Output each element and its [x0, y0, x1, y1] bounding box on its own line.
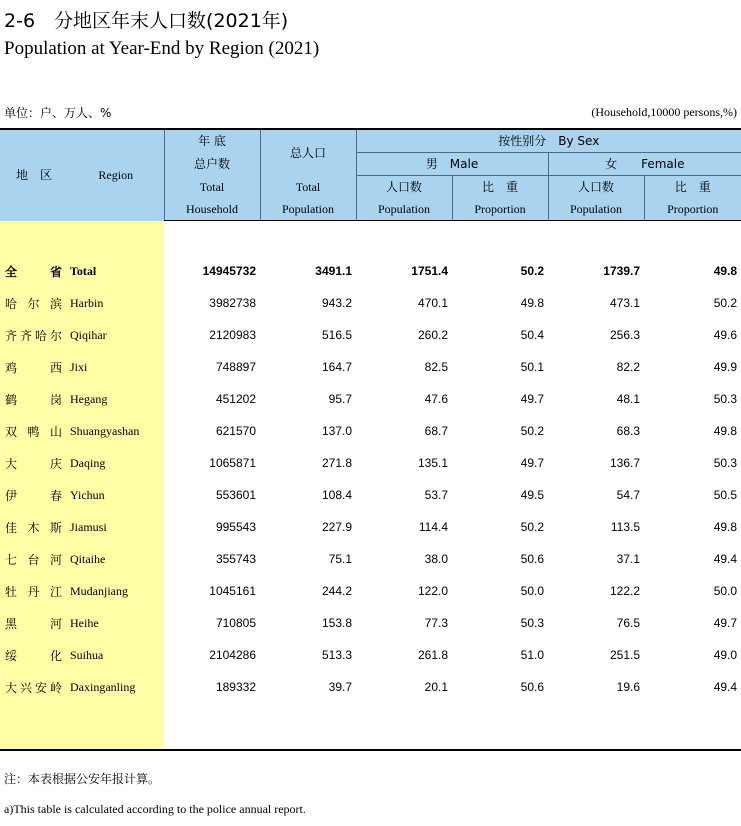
male-population-cell: 114.4 — [418, 520, 448, 534]
household-cell: 2104286 — [209, 648, 256, 662]
header-male-prop-en: Proportion — [452, 198, 548, 221]
table-row — [0, 319, 741, 351]
female-proportion-cell: 49.4 — [713, 552, 738, 566]
female-population-cell: 251.5 — [609, 648, 640, 662]
population-cell: 39.7 — [328, 680, 352, 694]
female-population-cell: 256.3 — [609, 328, 640, 342]
region-name-en: Jixi — [68, 351, 164, 383]
unit-label-cn: 单位：户、万人、% — [4, 106, 112, 120]
table-row — [0, 607, 741, 639]
region-name-cn: 大兴安岭 — [0, 671, 68, 703]
region-name-en: Yichun — [68, 479, 164, 511]
male-proportion-cell: 50.4 — [520, 328, 544, 342]
household-cell: 748897 — [215, 360, 256, 374]
household-cell: 189332 — [215, 680, 256, 694]
table-row — [0, 287, 741, 319]
female-proportion-cell: 49.8 — [713, 264, 738, 278]
header-household-cn1: 年 底 — [164, 129, 260, 153]
header-total-cn: 总人口 — [260, 129, 356, 176]
header-household-en1: Total — [164, 176, 260, 199]
table-row — [0, 415, 741, 447]
female-population-cell: 19.6 — [616, 680, 640, 694]
male-proportion-cell: 50.2 — [520, 424, 544, 438]
female-proportion-cell: 49.4 — [713, 680, 738, 694]
region-name-en: Heihe — [68, 607, 164, 639]
region-name-en: Hegang — [68, 383, 164, 415]
region-name-cn: 绥化 — [0, 639, 68, 671]
male-population-cell: 470.1 — [417, 296, 448, 310]
region-name-en: Jiamusi — [68, 511, 164, 543]
female-population-cell: 136.7 — [609, 456, 640, 470]
population-cell: 227.9 — [321, 520, 352, 534]
header-region-en: Region — [68, 129, 164, 221]
header-female: 女 Female — [548, 153, 741, 176]
region-name-cn: 鹤岗 — [0, 383, 68, 415]
table-title-cn: 2-6 分地区年末人口数(2021年) — [4, 10, 289, 32]
male-population-cell: 47.6 — [424, 392, 448, 406]
header-region-cn: 地 区 — [0, 129, 68, 221]
header-female-pop-en: Population — [548, 198, 644, 221]
population-cell: 75.1 — [328, 552, 352, 566]
male-proportion-cell: 50.3 — [520, 616, 544, 630]
region-name-en: Suihua — [68, 639, 164, 671]
female-population-cell: 122.2 — [609, 584, 640, 598]
table-row — [0, 575, 741, 607]
male-proportion-cell: 51.0 — [520, 648, 544, 662]
household-cell: 14945732 — [202, 264, 256, 278]
table-row — [0, 447, 741, 479]
population-cell: 153.8 — [321, 616, 352, 630]
female-population-cell: 76.5 — [616, 616, 640, 630]
male-proportion-cell: 50.2 — [520, 264, 544, 278]
female-proportion-cell: 50.3 — [713, 456, 738, 470]
footnote-cn: 注：本表根据公安年报计算。 — [4, 772, 161, 786]
male-proportion-cell: 49.7 — [520, 456, 544, 470]
header-total-en1: Total — [260, 176, 356, 199]
header-total-en2: Population — [260, 198, 356, 221]
table-row — [0, 383, 741, 415]
male-population-cell: 82.5 — [424, 360, 448, 374]
table-row — [0, 543, 741, 575]
household-cell: 1045161 — [209, 584, 256, 598]
household-cell: 3982738 — [209, 296, 256, 310]
population-cell: 108.4 — [321, 488, 352, 502]
region-name-cn: 佳木斯 — [0, 511, 68, 543]
male-population-cell: 260.2 — [417, 328, 448, 342]
population-table — [0, 128, 741, 751]
header-household-en2: Household — [164, 198, 260, 221]
female-proportion-cell: 50.2 — [713, 296, 738, 310]
household-cell: 710805 — [215, 616, 256, 630]
female-population-cell: 1739.7 — [603, 264, 640, 278]
household-cell: 553601 — [215, 488, 256, 502]
household-cell: 451202 — [215, 392, 256, 406]
region-name-cn: 齐齐哈尔 — [0, 319, 68, 351]
male-population-cell: 1751.4 — [411, 264, 448, 278]
male-proportion-cell: 50.6 — [520, 552, 544, 566]
male-population-cell: 53.7 — [424, 488, 448, 502]
region-name-en: Total — [68, 255, 164, 287]
table-row — [0, 511, 741, 543]
female-proportion-cell: 50.5 — [713, 488, 738, 502]
female-population-cell: 54.7 — [616, 488, 640, 502]
region-name-en: Shuangyashan — [68, 415, 164, 447]
region-name-en: Daxinganling — [68, 671, 164, 703]
male-population-cell: 135.1 — [417, 456, 448, 470]
table-row — [0, 671, 741, 703]
table-header — [0, 129, 741, 221]
male-proportion-cell: 50.0 — [520, 584, 544, 598]
region-name-cn: 伊春 — [0, 479, 68, 511]
population-cell: 943.2 — [321, 296, 352, 310]
female-population-cell: 37.1 — [616, 552, 640, 566]
header-male-prop-cn: 比 重 — [452, 176, 548, 199]
female-proportion-cell: 49.8 — [713, 520, 738, 534]
region-name-en: Qitaihe — [68, 543, 164, 575]
female-population-cell: 82.2 — [616, 360, 640, 374]
male-proportion-cell: 49.5 — [520, 488, 544, 502]
header-male-pop-en: Population — [356, 198, 452, 221]
household-cell: 2120983 — [209, 328, 256, 342]
population-cell: 164.7 — [321, 360, 352, 374]
male-proportion-cell: 50.1 — [520, 360, 544, 374]
unit-label-en: (Household,10000 persons,%) — [591, 105, 737, 119]
region-name-cn: 双鸭山 — [0, 415, 68, 447]
region-name-cn: 七台河 — [0, 543, 68, 575]
household-cell: 1065871 — [209, 456, 256, 470]
female-proportion-cell: 49.6 — [713, 328, 738, 342]
header-household-cn2: 总户数 — [164, 153, 260, 176]
male-population-cell: 77.3 — [424, 616, 448, 630]
female-proportion-cell: 50.0 — [713, 584, 738, 598]
header-female-pop-cn: 人口数 — [548, 176, 644, 199]
region-name-en: Mudanjiang — [68, 575, 164, 607]
region-name-cn: 哈尔滨 — [0, 287, 68, 319]
region-name-cn: 黑河 — [0, 607, 68, 639]
header-by-sex: 按性别分 By Sex — [356, 129, 741, 153]
region-name-en: Daqing — [68, 447, 164, 479]
table-row — [0, 639, 741, 671]
population-cell: 271.8 — [321, 456, 352, 470]
table-title-en: Population at Year-End by Region (2021) — [4, 38, 320, 59]
female-proportion-cell: 49.7 — [713, 616, 738, 630]
region-name-cn: 全省 — [0, 255, 68, 287]
male-proportion-cell: 50.6 — [520, 680, 544, 694]
table-row — [0, 351, 741, 383]
header-female-prop-en: Proportion — [644, 198, 741, 221]
population-cell: 3491.1 — [315, 264, 352, 278]
male-population-cell: 38.0 — [424, 552, 448, 566]
population-cell: 244.2 — [321, 584, 352, 598]
male-population-cell: 122.0 — [417, 584, 448, 598]
female-proportion-cell: 49.0 — [713, 648, 738, 662]
population-cell: 95.7 — [328, 392, 352, 406]
household-cell: 355743 — [215, 552, 256, 566]
region-name-en: Qiqihar — [68, 319, 164, 351]
female-proportion-cell: 49.9 — [713, 360, 738, 374]
male-population-cell: 68.7 — [424, 424, 448, 438]
region-name-cn: 牡丹江 — [0, 575, 68, 607]
female-proportion-cell: 50.3 — [713, 392, 738, 406]
header-male: 男 Male — [356, 153, 548, 176]
female-population-cell: 113.5 — [610, 520, 640, 534]
female-proportion-cell: 49.8 — [713, 424, 738, 438]
region-name-cn: 鸡西 — [0, 351, 68, 383]
male-population-cell: 20.1 — [424, 680, 448, 694]
region-name-en: Harbin — [68, 287, 164, 319]
population-cell: 516.5 — [321, 328, 352, 342]
female-population-cell: 48.1 — [616, 392, 640, 406]
table-body — [0, 221, 741, 751]
male-proportion-cell: 50.2 — [520, 520, 544, 534]
female-population-cell: 68.3 — [616, 424, 640, 438]
table-row-total — [0, 255, 741, 287]
female-population-cell: 473.1 — [609, 296, 640, 310]
male-proportion-cell: 49.8 — [520, 296, 544, 310]
table-row — [0, 479, 741, 511]
region-name-cn: 大庆 — [0, 447, 68, 479]
population-cell: 513.3 — [321, 648, 352, 662]
male-population-cell: 261.8 — [417, 648, 448, 662]
header-male-pop-cn: 人口数 — [356, 176, 452, 199]
household-cell: 621570 — [215, 424, 256, 438]
population-cell: 137.0 — [321, 424, 352, 438]
household-cell: 995543 — [215, 520, 256, 534]
header-female-prop-cn: 比 重 — [644, 176, 741, 199]
male-proportion-cell: 49.7 — [520, 392, 544, 406]
footnote-en: a)This table is calculated according to the police annual report. — [4, 802, 306, 816]
